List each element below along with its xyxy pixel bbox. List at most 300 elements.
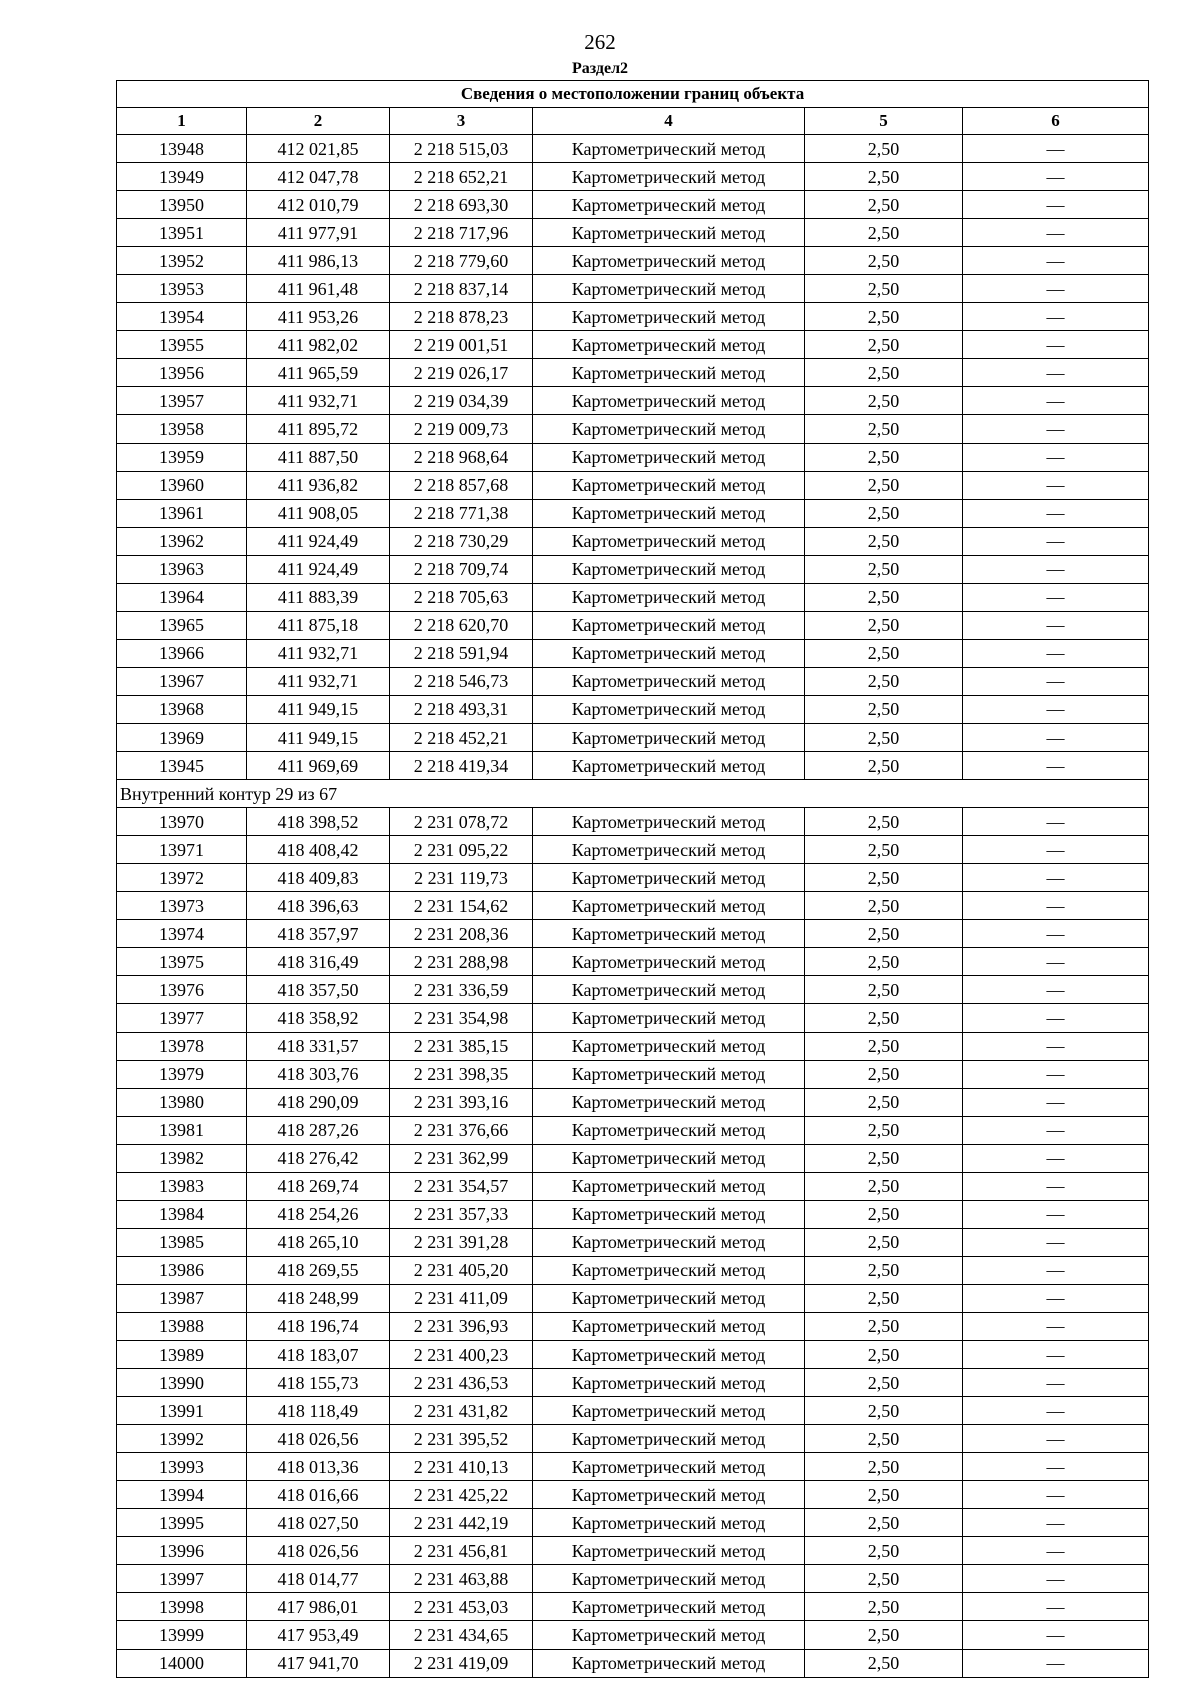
column-number: 2 xyxy=(247,108,390,135)
y-coordinate-cell: 2 218 771,38 xyxy=(390,499,533,527)
table-row xyxy=(117,695,1149,723)
description-cell: — xyxy=(963,1228,1149,1256)
y-coordinate-cell: 2 219 001,51 xyxy=(390,331,533,359)
accuracy-cell: 2,50 xyxy=(805,247,963,275)
method-cell: Картометрический метод xyxy=(533,331,805,359)
y-coordinate-cell: 2 218 546,73 xyxy=(390,667,533,695)
x-coordinate-cell: 411 908,05 xyxy=(247,499,390,527)
y-coordinate-cell: 2 231 410,13 xyxy=(390,1453,533,1481)
point-number-cell: 13985 xyxy=(117,1228,247,1256)
point-number-cell: 13997 xyxy=(117,1565,247,1593)
point-number-cell: 13960 xyxy=(117,471,247,499)
table-row xyxy=(117,387,1149,415)
accuracy-cell: 2,50 xyxy=(805,1481,963,1509)
table-row xyxy=(117,1425,1149,1453)
accuracy-cell: 2,50 xyxy=(805,191,963,219)
accuracy-cell: 2,50 xyxy=(805,219,963,247)
x-coordinate-cell: 418 118,49 xyxy=(247,1397,390,1425)
table-row xyxy=(117,555,1149,583)
accuracy-cell: 2,50 xyxy=(805,499,963,527)
accuracy-cell: 2,50 xyxy=(805,1228,963,1256)
description-cell: — xyxy=(963,415,1149,443)
accuracy-cell: 2,50 xyxy=(805,1593,963,1621)
y-coordinate-cell: 2 231 419,09 xyxy=(390,1649,533,1677)
x-coordinate-cell: 417 953,49 xyxy=(247,1621,390,1649)
point-number-cell: 13976 xyxy=(117,976,247,1004)
method-cell: Картометрический метод xyxy=(533,1004,805,1032)
x-coordinate-cell: 411 965,59 xyxy=(247,359,390,387)
description-cell: — xyxy=(963,471,1149,499)
point-number-cell: 13967 xyxy=(117,667,247,695)
table-row xyxy=(117,135,1149,163)
method-cell: Картометрический метод xyxy=(533,415,805,443)
accuracy-cell: 2,50 xyxy=(805,864,963,892)
method-cell: Картометрический метод xyxy=(533,527,805,555)
method-cell: Картометрический метод xyxy=(533,1425,805,1453)
outer-contour-rows xyxy=(117,135,1149,780)
accuracy-cell: 2,50 xyxy=(805,555,963,583)
accuracy-cell: 2,50 xyxy=(805,415,963,443)
y-coordinate-cell: 2 231 078,72 xyxy=(390,808,533,836)
x-coordinate-cell: 411 895,72 xyxy=(247,415,390,443)
table-row xyxy=(117,1341,1149,1369)
method-cell: Картометрический метод xyxy=(533,583,805,611)
method-cell: Картометрический метод xyxy=(533,639,805,667)
accuracy-cell: 2,50 xyxy=(805,583,963,611)
accuracy-cell: 2,50 xyxy=(805,1397,963,1425)
accuracy-cell: 2,50 xyxy=(805,1256,963,1284)
y-coordinate-cell: 2 231 400,23 xyxy=(390,1341,533,1369)
table-row xyxy=(117,808,1149,836)
method-cell: Картометрический метод xyxy=(533,1453,805,1481)
y-coordinate-cell: 2 231 336,59 xyxy=(390,976,533,1004)
x-coordinate-cell: 418 013,36 xyxy=(247,1453,390,1481)
table-row xyxy=(117,1088,1149,1116)
x-coordinate-cell: 411 932,71 xyxy=(247,639,390,667)
section-title: Раздел2 xyxy=(571,60,629,77)
description-cell: — xyxy=(963,723,1149,751)
point-number-cell: 13977 xyxy=(117,1004,247,1032)
table-row xyxy=(117,1312,1149,1340)
table-row xyxy=(117,667,1149,695)
accuracy-cell: 2,50 xyxy=(805,976,963,1004)
table-row xyxy=(117,471,1149,499)
point-number-cell: 13969 xyxy=(117,723,247,751)
point-number-cell: 13948 xyxy=(117,135,247,163)
method-cell: Картометрический метод xyxy=(533,723,805,751)
y-coordinate-cell: 2 231 376,66 xyxy=(390,1116,533,1144)
method-cell: Картометрический метод xyxy=(533,1088,805,1116)
description-cell: — xyxy=(963,864,1149,892)
description-cell: — xyxy=(963,1312,1149,1340)
accuracy-cell: 2,50 xyxy=(805,1537,963,1565)
x-coordinate-cell: 418 183,07 xyxy=(247,1341,390,1369)
y-coordinate-cell: 2 231 208,36 xyxy=(390,920,533,948)
method-cell: Картометрический метод xyxy=(533,247,805,275)
description-cell: — xyxy=(963,1341,1149,1369)
point-number-cell: 13950 xyxy=(117,191,247,219)
accuracy-cell: 2,50 xyxy=(805,1565,963,1593)
point-number-cell: 13957 xyxy=(117,387,247,415)
x-coordinate-cell: 418 276,42 xyxy=(247,1144,390,1172)
description-cell: — xyxy=(963,1032,1149,1060)
table-row xyxy=(117,1032,1149,1060)
description-cell: — xyxy=(963,1453,1149,1481)
description-cell: — xyxy=(963,611,1149,639)
accuracy-cell: 2,50 xyxy=(805,695,963,723)
x-coordinate-cell: 417 986,01 xyxy=(247,1593,390,1621)
method-cell: Картометрический метод xyxy=(533,808,805,836)
method-cell: Картометрический метод xyxy=(533,1649,805,1677)
table-row xyxy=(117,1481,1149,1509)
method-cell: Картометрический метод xyxy=(533,1284,805,1312)
description-cell: — xyxy=(963,331,1149,359)
x-coordinate-cell: 418 196,74 xyxy=(247,1312,390,1340)
method-cell: Картометрический метод xyxy=(533,191,805,219)
column-number: 4 xyxy=(533,108,805,135)
y-coordinate-cell: 2 231 357,33 xyxy=(390,1200,533,1228)
y-coordinate-cell: 2 231 425,22 xyxy=(390,1481,533,1509)
table-row xyxy=(117,1593,1149,1621)
accuracy-cell: 2,50 xyxy=(805,1453,963,1481)
description-cell: — xyxy=(963,1088,1149,1116)
x-coordinate-cell: 411 936,82 xyxy=(247,471,390,499)
column-number: 5 xyxy=(805,108,963,135)
accuracy-cell: 2,50 xyxy=(805,1116,963,1144)
accuracy-cell: 2,50 xyxy=(805,1144,963,1172)
accuracy-cell: 2,50 xyxy=(805,1032,963,1060)
y-coordinate-cell: 2 218 591,94 xyxy=(390,639,533,667)
x-coordinate-cell: 411 924,49 xyxy=(247,527,390,555)
description-cell: — xyxy=(963,976,1149,1004)
accuracy-cell: 2,50 xyxy=(805,1284,963,1312)
x-coordinate-cell: 418 398,52 xyxy=(247,808,390,836)
x-coordinate-cell: 412 021,85 xyxy=(247,135,390,163)
description-cell: — xyxy=(963,163,1149,191)
x-coordinate-cell: 418 014,77 xyxy=(247,1565,390,1593)
y-coordinate-cell: 2 219 026,17 xyxy=(390,359,533,387)
table-row xyxy=(117,1060,1149,1088)
description-cell: — xyxy=(963,1481,1149,1509)
method-cell: Картометрический метод xyxy=(533,1593,805,1621)
point-number-cell: 13965 xyxy=(117,611,247,639)
accuracy-cell: 2,50 xyxy=(805,163,963,191)
y-coordinate-cell: 2 231 354,57 xyxy=(390,1172,533,1200)
description-cell: — xyxy=(963,1200,1149,1228)
table-caption: Сведения о местоположении границ объекта xyxy=(117,81,1149,108)
table-row xyxy=(117,1144,1149,1172)
method-cell: Картометрический метод xyxy=(533,1565,805,1593)
accuracy-cell: 2,50 xyxy=(805,1312,963,1340)
y-coordinate-cell: 2 218 705,63 xyxy=(390,583,533,611)
table-row xyxy=(117,359,1149,387)
accuracy-cell: 2,50 xyxy=(805,892,963,920)
point-number-cell: 13983 xyxy=(117,1172,247,1200)
x-coordinate-cell: 418 254,26 xyxy=(247,1200,390,1228)
x-coordinate-cell: 418 026,56 xyxy=(247,1537,390,1565)
method-cell: Картометрический метод xyxy=(533,1200,805,1228)
table-row xyxy=(117,191,1149,219)
table-row xyxy=(117,976,1149,1004)
x-coordinate-cell: 412 010,79 xyxy=(247,191,390,219)
x-coordinate-cell: 411 961,48 xyxy=(247,275,390,303)
x-coordinate-cell: 411 949,15 xyxy=(247,695,390,723)
x-coordinate-cell: 418 290,09 xyxy=(247,1088,390,1116)
column-number: 1 xyxy=(117,108,247,135)
point-number-cell: 13974 xyxy=(117,920,247,948)
table-row xyxy=(117,331,1149,359)
table-row xyxy=(117,1453,1149,1481)
accuracy-cell: 2,50 xyxy=(805,948,963,976)
description-cell: — xyxy=(963,303,1149,331)
column-number: 6 xyxy=(963,108,1149,135)
table-row xyxy=(117,1621,1149,1649)
table-row xyxy=(117,303,1149,331)
description-cell: — xyxy=(963,555,1149,583)
description-cell: — xyxy=(963,219,1149,247)
method-cell: Картометрический метод xyxy=(533,163,805,191)
point-number-cell: 13951 xyxy=(117,219,247,247)
y-coordinate-cell: 2 219 009,73 xyxy=(390,415,533,443)
point-number-cell: 13986 xyxy=(117,1256,247,1284)
point-number-cell: 13963 xyxy=(117,555,247,583)
x-coordinate-cell: 411 875,18 xyxy=(247,611,390,639)
description-cell: — xyxy=(963,808,1149,836)
y-coordinate-cell: 2 231 396,93 xyxy=(390,1312,533,1340)
x-coordinate-cell: 418 287,26 xyxy=(247,1116,390,1144)
y-coordinate-cell: 2 231 463,88 xyxy=(390,1565,533,1593)
method-cell: Картометрический метод xyxy=(533,443,805,471)
table-row xyxy=(117,1397,1149,1425)
table-row xyxy=(117,920,1149,948)
accuracy-cell: 2,50 xyxy=(805,1509,963,1537)
table-row xyxy=(117,1228,1149,1256)
x-coordinate-cell: 418 269,55 xyxy=(247,1256,390,1284)
point-number-cell: 14000 xyxy=(117,1649,247,1677)
x-coordinate-cell: 418 358,92 xyxy=(247,1004,390,1032)
x-coordinate-cell: 418 248,99 xyxy=(247,1284,390,1312)
method-cell: Картометрический метод xyxy=(533,555,805,583)
point-number-cell: 13968 xyxy=(117,695,247,723)
point-number-cell: 13964 xyxy=(117,583,247,611)
method-cell: Картометрический метод xyxy=(533,948,805,976)
description-cell: — xyxy=(963,1369,1149,1397)
method-cell: Картометрический метод xyxy=(533,387,805,415)
point-number-cell: 13949 xyxy=(117,163,247,191)
description-cell: — xyxy=(963,1256,1149,1284)
table-row xyxy=(117,611,1149,639)
point-number-cell: 13959 xyxy=(117,443,247,471)
y-coordinate-cell: 2 218 652,21 xyxy=(390,163,533,191)
contour-separator xyxy=(117,780,1149,808)
method-cell: Картометрический метод xyxy=(533,611,805,639)
description-cell: — xyxy=(963,1649,1149,1677)
table-row xyxy=(117,1565,1149,1593)
x-coordinate-cell: 411 982,02 xyxy=(247,331,390,359)
table-row xyxy=(117,948,1149,976)
method-cell: Картометрический метод xyxy=(533,752,805,780)
table-row xyxy=(117,163,1149,191)
accuracy-cell: 2,50 xyxy=(805,752,963,780)
method-cell: Картометрический метод xyxy=(533,1116,805,1144)
table-row xyxy=(117,864,1149,892)
point-number-cell: 13955 xyxy=(117,331,247,359)
y-coordinate-cell: 2 218 878,23 xyxy=(390,303,533,331)
point-number-cell: 13971 xyxy=(117,836,247,864)
y-coordinate-cell: 2 218 419,34 xyxy=(390,752,533,780)
y-coordinate-cell: 2 231 456,81 xyxy=(390,1537,533,1565)
point-number-cell: 13945 xyxy=(117,752,247,780)
x-coordinate-cell: 418 026,56 xyxy=(247,1425,390,1453)
x-coordinate-cell: 418 357,50 xyxy=(247,976,390,1004)
y-coordinate-cell: 2 218 857,68 xyxy=(390,471,533,499)
point-number-cell: 13952 xyxy=(117,247,247,275)
accuracy-cell: 2,50 xyxy=(805,471,963,499)
y-coordinate-cell: 2 231 288,98 xyxy=(390,948,533,976)
description-cell: — xyxy=(963,1509,1149,1537)
point-number-cell: 13953 xyxy=(117,275,247,303)
description-cell: — xyxy=(963,275,1149,303)
accuracy-cell: 2,50 xyxy=(805,1621,963,1649)
table-row xyxy=(117,723,1149,751)
y-coordinate-cell: 2 231 393,16 xyxy=(390,1088,533,1116)
table-row xyxy=(117,1004,1149,1032)
y-coordinate-cell: 2 231 119,73 xyxy=(390,864,533,892)
point-number-cell: 13966 xyxy=(117,639,247,667)
method-cell: Картометрический метод xyxy=(533,1312,805,1340)
method-cell: Картометрический метод xyxy=(533,976,805,1004)
y-coordinate-cell: 2 218 693,30 xyxy=(390,191,533,219)
x-coordinate-cell: 418 016,66 xyxy=(247,1481,390,1509)
accuracy-cell: 2,50 xyxy=(805,667,963,695)
method-cell: Картометрический метод xyxy=(533,920,805,948)
description-cell: — xyxy=(963,1060,1149,1088)
point-number-cell: 13961 xyxy=(117,499,247,527)
y-coordinate-cell: 2 218 493,31 xyxy=(390,695,533,723)
point-number-cell: 13975 xyxy=(117,948,247,976)
description-cell: — xyxy=(963,191,1149,219)
accuracy-cell: 2,50 xyxy=(805,723,963,751)
description-cell: — xyxy=(963,892,1149,920)
method-cell: Картометрический метод xyxy=(533,836,805,864)
y-coordinate-cell: 2 231 431,82 xyxy=(390,1397,533,1425)
point-number-cell: 13989 xyxy=(117,1341,247,1369)
accuracy-cell: 2,50 xyxy=(805,135,963,163)
x-coordinate-cell: 411 969,69 xyxy=(247,752,390,780)
description-cell: — xyxy=(963,667,1149,695)
point-number-cell: 13994 xyxy=(117,1481,247,1509)
page-number: 262 xyxy=(584,30,616,54)
contour-label: Внутренний контур 29 из 67 xyxy=(117,780,1149,808)
point-number-cell: 13978 xyxy=(117,1032,247,1060)
point-number-cell: 13991 xyxy=(117,1397,247,1425)
accuracy-cell: 2,50 xyxy=(805,808,963,836)
accuracy-cell: 2,50 xyxy=(805,359,963,387)
x-coordinate-cell: 418 265,10 xyxy=(247,1228,390,1256)
accuracy-cell: 2,50 xyxy=(805,1425,963,1453)
description-cell: — xyxy=(963,695,1149,723)
table-row xyxy=(117,247,1149,275)
table-row xyxy=(117,219,1149,247)
accuracy-cell: 2,50 xyxy=(805,275,963,303)
x-coordinate-cell: 412 047,78 xyxy=(247,163,390,191)
accuracy-cell: 2,50 xyxy=(805,1172,963,1200)
method-cell: Картометрический метод xyxy=(533,1144,805,1172)
method-cell: Картометрический метод xyxy=(533,1369,805,1397)
description-cell: — xyxy=(963,1397,1149,1425)
accuracy-cell: 2,50 xyxy=(805,1060,963,1088)
x-coordinate-cell: 417 941,70 xyxy=(247,1649,390,1677)
y-coordinate-cell: 2 231 362,99 xyxy=(390,1144,533,1172)
method-cell: Картометрический метод xyxy=(533,1032,805,1060)
method-cell: Картометрический метод xyxy=(533,667,805,695)
method-cell: Картометрический метод xyxy=(533,1621,805,1649)
point-number-cell: 13990 xyxy=(117,1369,247,1397)
description-cell: — xyxy=(963,135,1149,163)
method-cell: Картометрический метод xyxy=(533,1509,805,1537)
method-cell: Картометрический метод xyxy=(533,359,805,387)
accuracy-cell: 2,50 xyxy=(805,1649,963,1677)
method-cell: Картометрический метод xyxy=(533,135,805,163)
accuracy-cell: 2,50 xyxy=(805,1369,963,1397)
table-row xyxy=(117,892,1149,920)
y-coordinate-cell: 2 219 034,39 xyxy=(390,387,533,415)
method-cell: Картометрический метод xyxy=(533,1172,805,1200)
table-row xyxy=(117,1172,1149,1200)
point-number-cell: 13987 xyxy=(117,1284,247,1312)
x-coordinate-cell: 418 408,42 xyxy=(247,836,390,864)
x-coordinate-cell: 418 303,76 xyxy=(247,1060,390,1088)
y-coordinate-cell: 2 231 434,65 xyxy=(390,1621,533,1649)
point-number-cell: 13999 xyxy=(117,1621,247,1649)
method-cell: Картометрический метод xyxy=(533,1228,805,1256)
x-coordinate-cell: 411 924,49 xyxy=(247,555,390,583)
accuracy-cell: 2,50 xyxy=(805,639,963,667)
y-coordinate-cell: 2 218 730,29 xyxy=(390,527,533,555)
table-caption-row xyxy=(117,81,1149,108)
y-coordinate-cell: 2 231 395,52 xyxy=(390,1425,533,1453)
method-cell: Картометрический метод xyxy=(533,1397,805,1425)
accuracy-cell: 2,50 xyxy=(805,836,963,864)
point-number-cell: 13973 xyxy=(117,892,247,920)
description-cell: — xyxy=(963,499,1149,527)
method-cell: Картометрический метод xyxy=(533,1341,805,1369)
description-cell: — xyxy=(963,1621,1149,1649)
table-row xyxy=(117,752,1149,780)
y-coordinate-cell: 2 231 405,20 xyxy=(390,1256,533,1284)
method-cell: Картометрический метод xyxy=(533,1256,805,1284)
table-row xyxy=(117,443,1149,471)
x-coordinate-cell: 418 357,97 xyxy=(247,920,390,948)
point-number-cell: 13992 xyxy=(117,1425,247,1453)
description-cell: — xyxy=(963,639,1149,667)
point-number-cell: 13970 xyxy=(117,808,247,836)
description-cell: — xyxy=(963,1284,1149,1312)
table-row xyxy=(117,275,1149,303)
x-coordinate-cell: 418 027,50 xyxy=(247,1509,390,1537)
boundary-coordinates-table xyxy=(116,80,1149,1678)
x-coordinate-cell: 411 953,26 xyxy=(247,303,390,331)
method-cell: Картометрический метод xyxy=(533,499,805,527)
table-row xyxy=(117,1369,1149,1397)
table-row xyxy=(117,499,1149,527)
x-coordinate-cell: 418 316,49 xyxy=(247,948,390,976)
x-coordinate-cell: 411 949,15 xyxy=(247,723,390,751)
description-cell: — xyxy=(963,752,1149,780)
x-coordinate-cell: 418 396,63 xyxy=(247,892,390,920)
table-row xyxy=(117,1537,1149,1565)
accuracy-cell: 2,50 xyxy=(805,527,963,555)
